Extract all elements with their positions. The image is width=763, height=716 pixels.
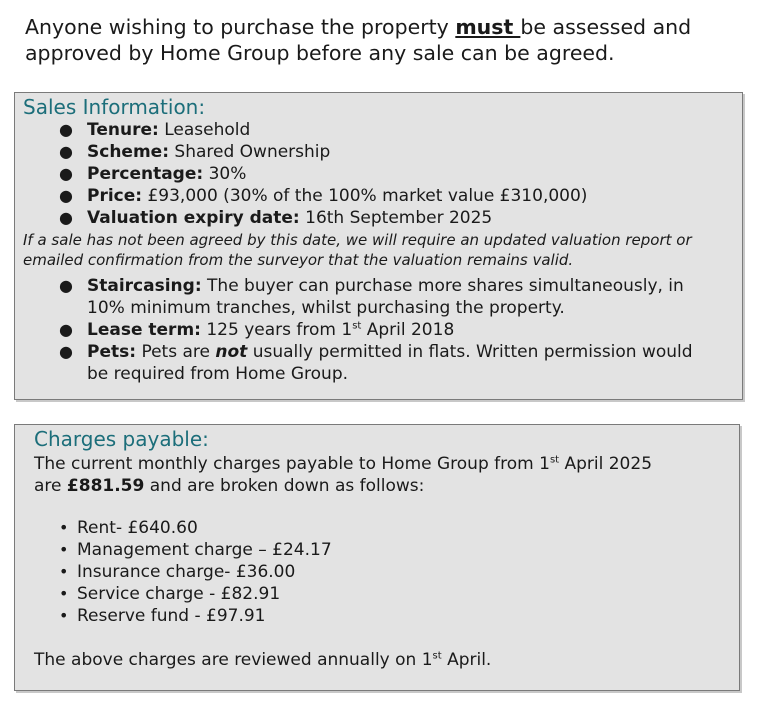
bullet-icon: •	[59, 584, 69, 603]
valuation-note: If a sale has not been agreed by this date, we will require an updated valuation report or emailed confirmation from the surveyor that the valuation remains valid.	[23, 231, 692, 269]
charge-item-reserve	[59, 605, 332, 627]
charge-item-service	[59, 583, 332, 605]
item-value: £93,000 (30% of the 100% market value £310,000)	[142, 186, 588, 206]
charges-list	[59, 517, 332, 627]
charge-item-management	[59, 539, 332, 561]
list-item-pets	[59, 341, 693, 385]
bullet-icon: •	[59, 562, 69, 581]
footer-text-end: April.	[441, 650, 492, 670]
intro-emphasis: must	[455, 15, 521, 39]
sales-list	[59, 119, 588, 229]
charges-title: Charges payable:	[34, 427, 209, 451]
bullet-icon: ●	[59, 142, 73, 161]
list-item	[59, 207, 587, 229]
item-value: 30%	[203, 164, 247, 184]
list-item	[59, 163, 587, 185]
bullet-icon: ●	[59, 120, 73, 139]
item-value-tail: April 2018	[361, 320, 455, 340]
item-label: Tenure:	[87, 120, 159, 140]
item-value-continued: 10% minimum tranches, whilst purchasing the property.	[87, 298, 565, 318]
item-value: Pets are	[136, 342, 216, 362]
item-value: 125 years from 1	[200, 320, 353, 340]
sales-information-box	[14, 92, 743, 400]
intro-text-end: be assessed and approved by Home Group before any sale can be agreed.	[25, 15, 692, 65]
bullet-icon: ●	[59, 276, 73, 295]
item-value-b: usually permitted in flats. Written permission would	[247, 342, 693, 362]
charge-text: Service charge - £82.91	[77, 584, 281, 604]
charge-text: Reserve fund - £97.91	[77, 606, 266, 626]
charges-intro-date: April 2025	[559, 454, 653, 474]
charges-review-note	[34, 649, 491, 671]
bullet-icon: ●	[59, 164, 73, 183]
charge-item-insurance	[59, 561, 332, 583]
ordinal-suffix: st	[549, 454, 560, 466]
bullet-icon: •	[59, 518, 69, 537]
sales-title: Sales Information:	[23, 95, 206, 119]
bullet-icon: ●	[59, 208, 73, 227]
item-value: The buyer can purchase more shares simultaneously, in	[201, 276, 684, 296]
bullet-icon: ●	[59, 342, 73, 361]
intro-notice	[25, 14, 745, 66]
item-value-continued: be required from Home Group.	[87, 364, 349, 384]
charges-intro-are: are	[34, 476, 67, 496]
footer-text: The above charges are reviewed annually on 1	[34, 650, 433, 670]
item-label: Pets:	[87, 342, 137, 362]
charge-text: Rent- £640.60	[77, 518, 198, 538]
charges-payable-box	[14, 424, 740, 691]
item-value: 16th September 2025	[299, 208, 493, 228]
ordinal-suffix: st	[432, 650, 442, 662]
ordinal-suffix: st	[352, 320, 362, 332]
list-item	[59, 185, 588, 207]
item-label: Staircasing:	[87, 276, 202, 296]
list-item	[59, 119, 587, 141]
item-label: Lease term:	[87, 320, 201, 340]
list-item	[59, 141, 587, 163]
charges-intro	[34, 453, 724, 497]
charges-intro-rest: and are broken down as follows:	[144, 476, 425, 496]
item-label: Valuation expiry date:	[87, 208, 300, 228]
charge-item-rent	[59, 517, 332, 539]
list-item-lease-term	[59, 319, 693, 341]
item-label: Scheme:	[87, 142, 169, 162]
item-emphasis: not	[215, 342, 248, 362]
charges-intro-text: The current monthly charges payable to Home Group from 1	[34, 454, 550, 474]
intro-text-start: Anyone wishing to purchase the property	[25, 15, 456, 39]
bullet-icon: ●	[59, 186, 73, 205]
item-label: Price:	[87, 186, 143, 206]
bullet-icon: •	[59, 540, 69, 559]
item-value: Leasehold	[158, 120, 251, 140]
item-label: Percentage:	[87, 164, 204, 184]
sales-list-continued	[59, 275, 693, 385]
bullet-icon: ●	[59, 320, 73, 339]
charge-text: Insurance charge- £36.00	[77, 562, 296, 582]
list-item-staircasing	[59, 275, 693, 319]
item-value: Shared Ownership	[169, 142, 331, 162]
charges-total: £881.59	[66, 476, 145, 496]
charge-text: Management charge – £24.17	[77, 540, 332, 560]
bullet-icon: •	[59, 606, 69, 625]
